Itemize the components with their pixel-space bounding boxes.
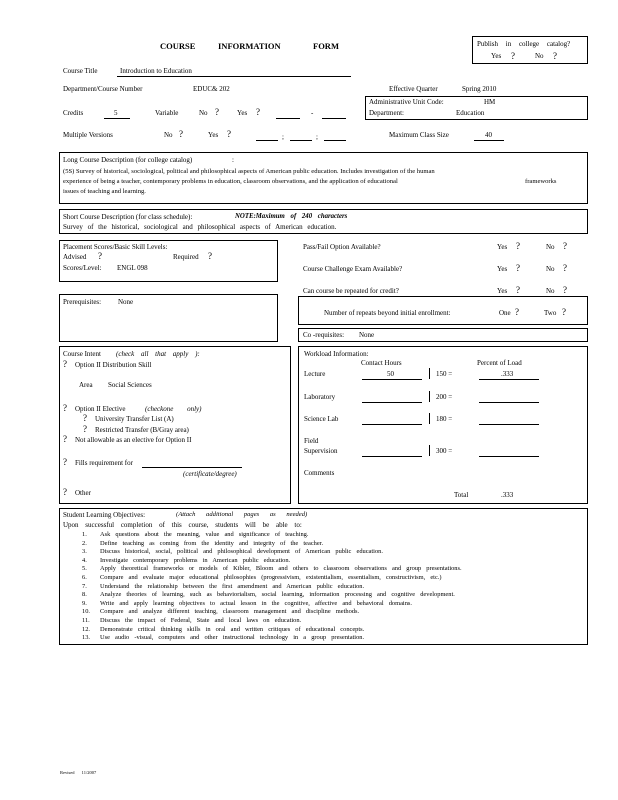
effective-quarter-value[interactable]: Spring 2010 bbox=[462, 85, 497, 93]
multiple-line-1 bbox=[256, 140, 278, 141]
long-description-line-3[interactable]: issues of teaching and learning. bbox=[63, 188, 146, 195]
laboratory-divisor: 200 = bbox=[436, 393, 453, 401]
supervision-percent-line bbox=[479, 456, 539, 457]
max-class-value[interactable]: 40 bbox=[485, 131, 492, 139]
objective-item[interactable]: Ask questions about the meaning, value and significance of teaching. bbox=[100, 531, 309, 538]
course-intent-check-all: (check all that apply ): bbox=[116, 350, 200, 358]
multiple-sep-1: ; bbox=[282, 133, 284, 141]
university-transfer-check[interactable]: ? bbox=[83, 413, 87, 423]
supervision-divider bbox=[429, 445, 430, 456]
corequisites-box bbox=[298, 328, 588, 342]
multiple-line-3 bbox=[324, 140, 346, 141]
laboratory-hours-line bbox=[362, 402, 422, 403]
multiple-yes-check[interactable]: ? bbox=[227, 129, 231, 139]
objective-number: 7. bbox=[82, 582, 87, 590]
course-intent-label: Course Intent bbox=[63, 350, 101, 358]
laboratory-divider bbox=[429, 391, 430, 402]
variable-no-label: No bbox=[199, 109, 208, 117]
area-label: Area bbox=[79, 381, 93, 389]
objective-number: 2. bbox=[82, 539, 87, 547]
repeat-label: Can course be repeated for credit? bbox=[303, 287, 399, 295]
objective-number: 6. bbox=[82, 574, 87, 581]
science-lab-percent-line bbox=[479, 424, 539, 425]
effective-quarter-label: Effective Quarter bbox=[389, 85, 438, 93]
variable-yes-label: Yes bbox=[237, 109, 248, 117]
lecture-divisor: 150 = bbox=[436, 370, 453, 378]
short-description-box bbox=[59, 209, 588, 234]
lecture-label: Lecture bbox=[304, 370, 326, 378]
lecture-hours-value[interactable]: 50 bbox=[387, 370, 394, 378]
prerequisites-value[interactable]: None bbox=[118, 298, 134, 306]
objective-number: 1. bbox=[82, 531, 87, 538]
objective-number: 12. bbox=[82, 625, 90, 633]
objective-number: 13. bbox=[82, 634, 90, 642]
university-transfer-label: University Transfer List (A) bbox=[95, 415, 174, 423]
credits-label: Credits bbox=[63, 109, 84, 117]
objective-item[interactable]: Discuss the impact of Federal, State and local laws on education. bbox=[100, 617, 302, 624]
challenge-yes-label: Yes bbox=[497, 265, 508, 273]
course-title-value[interactable]: Introduction to Education bbox=[120, 67, 192, 75]
course-intent-box bbox=[59, 346, 291, 504]
objective-number: 3. bbox=[82, 548, 87, 556]
objective-number: 10. bbox=[82, 608, 90, 616]
lecture-divider bbox=[429, 368, 430, 379]
multiple-yes-label: Yes bbox=[208, 131, 219, 139]
placement-advised-check[interactable]: ? bbox=[98, 251, 102, 261]
science-lab-label: Science Lab bbox=[304, 415, 339, 423]
option2-elective-check[interactable]: ? bbox=[63, 403, 67, 413]
repeats-two-label: Two bbox=[544, 309, 557, 317]
option2-distribution-label: Option II Distribution Skill bbox=[75, 361, 152, 369]
not-allowable-label: Not allowable as an elective for Option II bbox=[75, 436, 192, 444]
prerequisites-box bbox=[59, 294, 278, 342]
multiple-sep-2: ; bbox=[316, 133, 318, 141]
publish-catalog-box bbox=[472, 36, 588, 64]
passfail-no-label: No bbox=[546, 243, 555, 251]
form-title-word-1: COURSE bbox=[160, 41, 196, 51]
learning-objectives-attach: (Attach additional pages as needed) bbox=[176, 511, 308, 518]
passfail-label: Pass/Fail Option Available? bbox=[303, 243, 381, 251]
variable-label: Variable bbox=[155, 109, 179, 117]
multiple-no-label: No bbox=[164, 131, 173, 139]
repeat-no-label: No bbox=[546, 287, 555, 295]
total-value[interactable]: .333 bbox=[501, 491, 514, 499]
repeats-one-check[interactable]: ? bbox=[515, 307, 519, 317]
publish-catalog-label: Publish in college catalog? bbox=[477, 40, 571, 48]
long-description-label: Long Course Description (for college catalog) bbox=[63, 156, 193, 164]
workload-box bbox=[298, 346, 588, 504]
long-description-box bbox=[59, 152, 588, 204]
corequisites-value[interactable]: None bbox=[359, 331, 375, 339]
short-description-text[interactable]: Survey of the historical, sociological and philosophical aspects of American education. bbox=[63, 223, 337, 231]
placement-scores-label: Scores/Level: bbox=[63, 264, 102, 272]
objective-item[interactable]: Discuss historical, social, political and philosophical development of American public education. bbox=[100, 548, 383, 556]
placement-box bbox=[59, 240, 278, 282]
long-description-line-1[interactable]: (5S) Survey of historical, sociological, political and philosophical aspects of American public education. Includes investigation of the human bbox=[63, 168, 435, 175]
learning-objectives-intro: Upon successful completion of this course, students will be able to: bbox=[63, 521, 302, 529]
objective-number: 9. bbox=[82, 599, 87, 607]
placement-label: Placement Scores/Basic Skill Levels: bbox=[63, 243, 168, 251]
repeats-one-label: One bbox=[499, 309, 511, 317]
variable-dash: - bbox=[311, 109, 314, 117]
placement-advised-label: Advised bbox=[63, 253, 87, 261]
publish-no-check[interactable]: ? bbox=[553, 51, 557, 61]
objective-item[interactable]: Compare and evaluate major educational philosophies (progressivism, existentialism, essentialism, constructivism, etc.) bbox=[100, 574, 442, 581]
supervision-hours-line bbox=[362, 456, 422, 457]
corequisites-label: Co -requisites: bbox=[303, 331, 345, 339]
lecture-percent-line bbox=[479, 379, 539, 380]
prerequisites-label: Prerequisites: bbox=[63, 298, 102, 306]
short-description-label: Short Course Description (for class schedule): bbox=[63, 213, 193, 221]
fills-requirement-label: Fills requirement for bbox=[75, 459, 133, 467]
field-label: Field bbox=[304, 437, 319, 445]
objective-number: 8. bbox=[82, 591, 87, 599]
objective-item[interactable]: Understand the relationship between the first amendment and American public education. bbox=[100, 582, 365, 590]
passfail-yes-label: Yes bbox=[497, 243, 508, 251]
department-value[interactable]: Education bbox=[456, 109, 485, 117]
repeats-box bbox=[298, 296, 588, 325]
challenge-no-label: No bbox=[546, 265, 555, 273]
credits-line bbox=[104, 118, 130, 119]
supervision-label: Supervision bbox=[304, 447, 338, 455]
fills-requirement-line bbox=[142, 467, 242, 468]
objective-number: 5. bbox=[82, 565, 87, 573]
objective-item[interactable]: Investigate contemporary problems in American public education. bbox=[100, 556, 291, 564]
total-label: Total bbox=[454, 491, 469, 499]
challenge-no-check[interactable]: ? bbox=[563, 263, 567, 273]
long-description-line-2[interactable]: experience of being a teacher, contemporary problems in education, classroom observations, and the application of educational bbox=[63, 178, 398, 185]
revised-footer: Revised 11/2007 bbox=[60, 770, 97, 775]
learning-objectives-box bbox=[59, 508, 588, 645]
percent-load-header: Percent of Load bbox=[477, 359, 522, 367]
laboratory-label: Laboratory bbox=[304, 393, 336, 401]
science-lab-divider bbox=[429, 413, 430, 424]
option2-elective-label: Option II Elective bbox=[75, 405, 126, 413]
placement-required-label: Required bbox=[173, 253, 199, 261]
objective-item[interactable]: Define teaching as coming from the identity and integrity of the teacher. bbox=[100, 539, 324, 547]
lecture-percent-value[interactable]: .333 bbox=[501, 370, 514, 378]
dept-course-label: Department/Course Number bbox=[63, 85, 143, 93]
challenge-yes-check[interactable]: ? bbox=[516, 263, 520, 273]
contact-hours-header: Contact Hours bbox=[361, 359, 402, 367]
objective-item[interactable]: Compare and analyze different teaching, classroom management and discipline methods. bbox=[100, 608, 360, 616]
objective-item[interactable]: Use audio -visual, computers and other instructional technology in a group presentation. bbox=[100, 634, 365, 642]
admin-unit-box bbox=[365, 96, 588, 120]
repeats-count-label: Number of repeats beyond initial enrollment: bbox=[324, 309, 451, 317]
variable-no-check[interactable]: ? bbox=[215, 107, 219, 117]
objective-item[interactable]: Apply theoretical frameworks or models of Kibler, Bloom and others to classroom observations and group presentations. bbox=[100, 565, 462, 573]
max-class-label: Maximum Class Size bbox=[389, 131, 449, 139]
long-description-line-2-end[interactable]: frameworks bbox=[525, 178, 557, 185]
short-description-note: NOTE:Maximum of 240 characters bbox=[235, 213, 348, 220]
science-lab-hours-line bbox=[362, 424, 422, 425]
other-label: Other bbox=[75, 489, 91, 497]
multiple-no-check[interactable]: ? bbox=[179, 129, 183, 139]
course-title-line bbox=[117, 76, 351, 77]
comments-label: Comments bbox=[304, 469, 335, 477]
multiple-versions-label: Multiple Versions bbox=[63, 131, 113, 139]
restricted-transfer-check[interactable]: ? bbox=[83, 424, 87, 434]
challenge-label: Course Challenge Exam Available? bbox=[303, 265, 403, 273]
objective-item[interactable]: Write and apply learning objectives to actual lesson in the cognitive, affective and behavioral domains. bbox=[100, 599, 412, 607]
objective-number: 4. bbox=[82, 556, 87, 564]
max-class-line bbox=[474, 140, 504, 141]
laboratory-percent-line bbox=[479, 402, 539, 403]
placement-required-check[interactable]: ? bbox=[208, 251, 212, 261]
repeat-yes-check[interactable]: ? bbox=[516, 285, 520, 295]
science-lab-divisor: 180 = bbox=[436, 415, 453, 423]
passfail-yes-check[interactable]: ? bbox=[516, 241, 520, 251]
long-description-colon: : bbox=[232, 156, 234, 164]
learning-objectives-label: Student Learning Objectives: bbox=[63, 511, 146, 519]
variable-max-line bbox=[322, 118, 346, 119]
variable-yes-check[interactable]: ? bbox=[256, 107, 260, 117]
objective-number: 11. bbox=[82, 617, 90, 624]
option2-distribution-check[interactable]: ? bbox=[63, 359, 67, 369]
certificate-degree-label: (certificate/degree) bbox=[183, 470, 237, 478]
passfail-no-check[interactable]: ? bbox=[563, 241, 567, 251]
credits-value[interactable]: 5 bbox=[114, 109, 118, 117]
publish-no-label: No bbox=[535, 52, 544, 60]
objective-item[interactable]: Analyze theories of learning, such as behaviorialism, social learning, information processing and cognitive development. bbox=[100, 591, 455, 599]
objective-item[interactable]: Demonstrate critical thinking skills in oral and written critiques of educational concepts. bbox=[100, 625, 365, 633]
placement-scores-value[interactable]: ENGL 098 bbox=[117, 264, 148, 272]
repeat-no-check[interactable]: ? bbox=[563, 285, 567, 295]
repeat-yes-label: Yes bbox=[497, 287, 508, 295]
supervision-divisor: 300 = bbox=[436, 447, 453, 455]
variable-min-line bbox=[276, 118, 300, 119]
lecture-hours-line bbox=[362, 379, 422, 380]
publish-yes-label: Yes bbox=[491, 52, 502, 60]
form-title-word-3: FORM bbox=[313, 41, 339, 51]
admin-unit-label: Administrative Unit Code: bbox=[369, 98, 444, 106]
restricted-transfer-label: Restricted Transfer (B/Gray area) bbox=[95, 426, 189, 434]
option2-elective-checkone: (checkone only) bbox=[145, 405, 202, 413]
course-title-label: Course Title bbox=[63, 67, 98, 75]
area-value[interactable]: Social Sciences bbox=[108, 381, 152, 389]
workload-label: Workload Information: bbox=[304, 350, 369, 358]
admin-unit-value[interactable]: HM bbox=[484, 98, 496, 106]
not-allowable-check[interactable]: ? bbox=[63, 434, 67, 444]
dept-course-value[interactable]: EDUC& 202 bbox=[193, 85, 230, 93]
other-check[interactable]: ? bbox=[63, 487, 67, 497]
fills-requirement-check[interactable]: ? bbox=[63, 457, 67, 467]
repeats-two-check[interactable]: ? bbox=[562, 307, 566, 317]
multiple-line-2 bbox=[290, 140, 312, 141]
department-label: Department: bbox=[369, 109, 404, 117]
publish-yes-check[interactable]: ? bbox=[511, 51, 515, 61]
form-title-word-2: INFORMATION bbox=[218, 41, 281, 51]
